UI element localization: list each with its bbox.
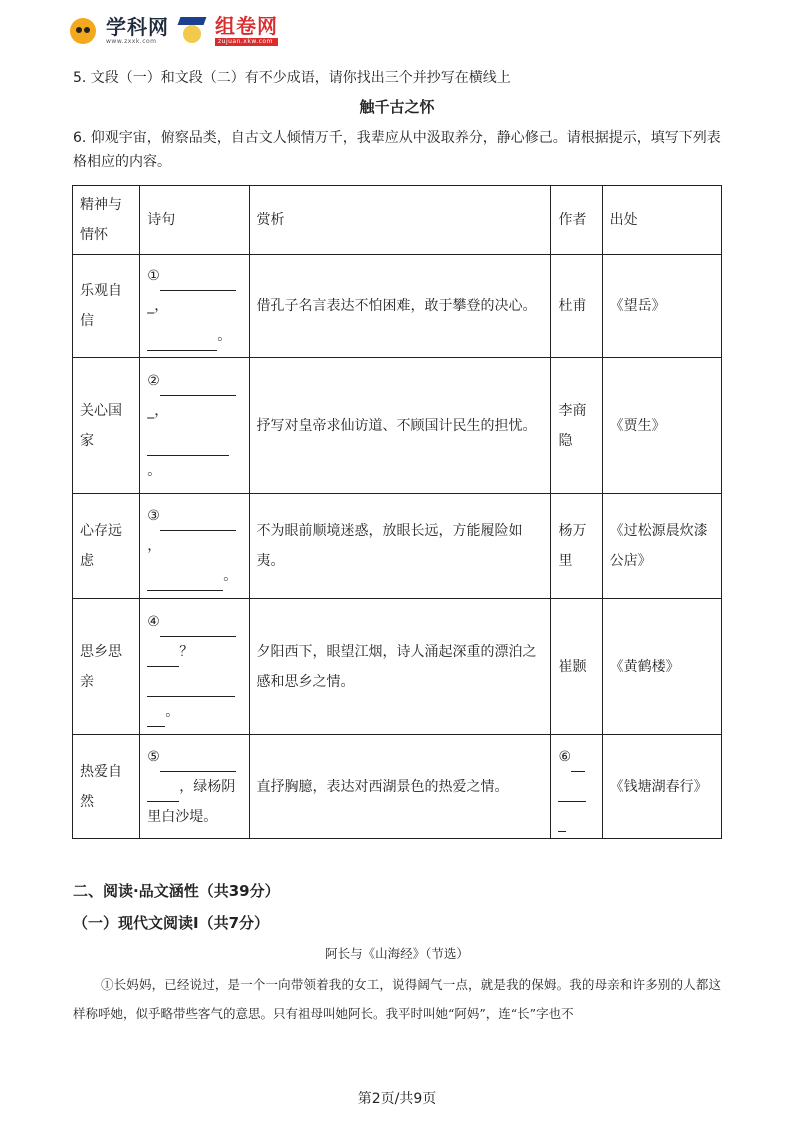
analysis-cell: 夕阳西下，眼望江烟，诗人涌起深重的漂泊之感和思乡之情。 (249, 599, 551, 735)
answer-blank[interactable] (160, 755, 236, 772)
verse-end: 。 (223, 568, 238, 584)
author-cell: 李商隐 (551, 358, 602, 494)
verse-cell (140, 599, 249, 735)
section-title: 触千古之怀 (359, 98, 435, 116)
verse-mid: _， (147, 402, 169, 419)
blank-number: ④ (147, 613, 160, 630)
table-header-row (73, 186, 722, 255)
verse-cell (140, 735, 249, 839)
answer-blank[interactable] (147, 710, 165, 727)
zujuan-logo (215, 16, 278, 46)
verse-cell (140, 358, 249, 494)
verse-cell (140, 255, 249, 358)
answer-blank[interactable] (160, 274, 236, 291)
article-paragraph: ①长妈妈，已经说过，是一个一向带领着我的女工，说得阔气一点，就是我的保姆。我的母亲和许多别的人都这样称呼她，似乎略带些客气的意思。只有祖母叫她阿长。我平时叫她“阿妈”，连“长”字也不 (73, 977, 721, 1021)
source-cell: 《黄鹤楼》 (602, 599, 721, 735)
zujuan-logo-sub: zujuan.xkw.com (215, 38, 278, 46)
answer-blank[interactable] (160, 620, 236, 637)
section-2-heading: 二、阅读·品文涵性（共39分） (73, 882, 280, 900)
answer-blank[interactable] (571, 755, 585, 772)
verse-end: 。 (217, 328, 232, 344)
answer-blank[interactable] (160, 379, 236, 396)
author-cell: 崔颢 (551, 599, 602, 735)
page-footer: 第2页/共9页 (357, 1091, 437, 1107)
header-spirit: 精神与情怀 (73, 186, 140, 255)
table-row (73, 358, 722, 494)
header-source: 出处 (602, 186, 721, 255)
blank-number: ① (147, 268, 160, 284)
source-cell: 《贾生》 (602, 358, 721, 494)
header-analysis: 赏析 (249, 186, 551, 255)
author-cell: 杨万里 (551, 494, 602, 599)
source-cell: 《望岳》 (602, 255, 721, 358)
spirit-cell: 乐观自信 (73, 255, 140, 358)
zujuan-logo-icon (179, 17, 205, 45)
source-cell: 《钱塘湖春行》 (602, 735, 721, 839)
analysis-cell: 借孔子名言表达不怕困难，敢于攀登的决心。 (249, 255, 551, 358)
spirit-cell: 关心国家 (73, 358, 140, 494)
analysis-cell: 抒写对皇帝求仙访道、不顾国计民生的担忧。 (249, 358, 551, 494)
verse-end: 。 (165, 703, 180, 720)
verse-end: 。 (147, 462, 162, 479)
blank-number: ⑤ (147, 748, 160, 765)
verse-cell (140, 494, 249, 599)
poetry-table (72, 185, 722, 839)
table-row (73, 735, 722, 839)
section-2-subheading: （一）现代文阅读Ⅰ（共7分） (73, 914, 270, 932)
verse-mid: ， (147, 538, 162, 554)
answer-blank[interactable] (147, 334, 217, 351)
blank-number: ⑥ (558, 748, 572, 765)
zujuan-logo-text: 组卷网 (215, 14, 278, 38)
spirit-cell: 思乡思亲 (73, 599, 140, 735)
spirit-cell: 热爱自然 (73, 735, 140, 839)
answer-blank[interactable] (147, 680, 235, 697)
table-row (73, 599, 722, 735)
answer-blank[interactable] (147, 439, 229, 456)
answer-blank[interactable] (160, 514, 236, 531)
xkw-logo-icon (70, 18, 96, 44)
answer-blank[interactable] (147, 574, 223, 591)
header-logos (70, 14, 278, 48)
xkw-logo (106, 17, 169, 45)
blank-number: ② (147, 372, 160, 389)
answer-blank[interactable] (147, 650, 179, 667)
verse-mid: ，绿杨阴里白沙堤。 (147, 778, 236, 825)
answer-blank[interactable] (147, 785, 179, 802)
verse-mid: _， (147, 298, 169, 314)
xkw-logo-text: 学科网 (106, 15, 169, 39)
verse-mid: ？ (179, 643, 194, 660)
table-row (73, 255, 722, 358)
blank-number: ③ (147, 508, 160, 524)
author-cell: 杜甫 (551, 255, 602, 358)
article-title: 阿长与《山海经》（节选） (325, 946, 469, 961)
source-cell: 《过松源晨炊漆公店》 (602, 494, 721, 599)
author-cell (551, 735, 602, 839)
xkw-logo-sub: www.zxxk.com (106, 38, 157, 45)
answer-blank[interactable] (558, 785, 586, 802)
table-row (73, 494, 722, 599)
question-6: 6. 仰观宇宙，俯察品类，自古文人倾情万千，我辈应从中汲取养分，静心修己。请根据提示，填写下列表格相应的内容。 (73, 130, 721, 170)
analysis-cell: 直抒胸臆，表达对西湖景色的热爱之情。 (249, 735, 551, 839)
analysis-cell: 不为眼前顺境迷惑，放眼长远，方能履险如夷。 (249, 494, 551, 599)
spirit-cell: 心存远虑 (73, 494, 140, 599)
question-5: 5. 文段（一）和文段（二）有不少成语，请你找出三个并抄写在横线上 (73, 70, 511, 86)
header-author: 作者 (551, 186, 602, 255)
answer-blank[interactable] (558, 815, 566, 832)
header-verse: 诗句 (140, 186, 249, 255)
